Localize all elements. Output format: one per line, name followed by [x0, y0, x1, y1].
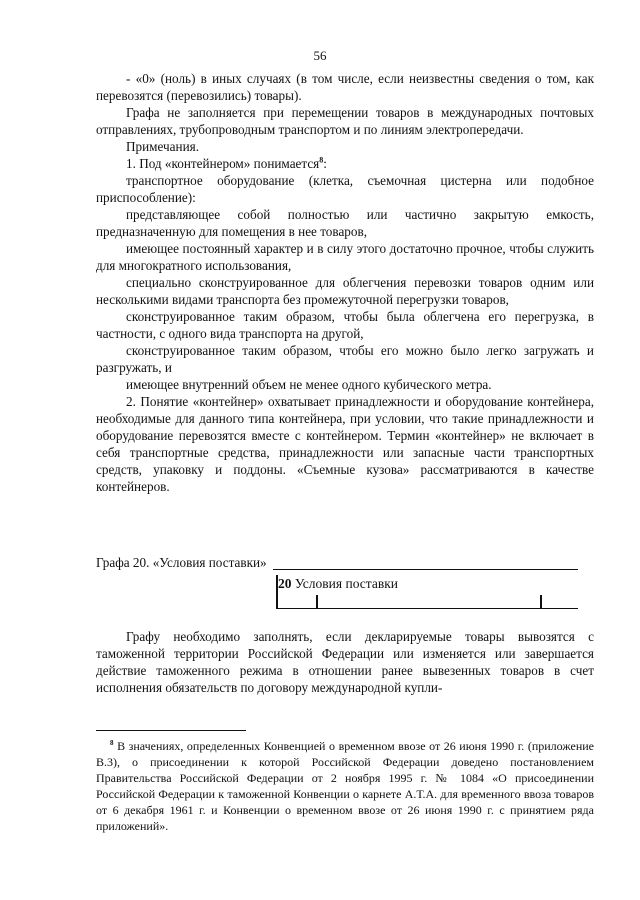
- page-number: 56: [313, 48, 327, 63]
- footnote-rule: [96, 730, 246, 731]
- box-tick-left: [316, 595, 318, 609]
- paragraph: 2. Понятие «контейнер» охватывает принадлежности и оборудование контейнера, необходимые для данного типа контейнера, при условии, что такие принадлежности и оборудование перевозятся вместе с контейнером. Термин «контейнер» не включает в себя транспортные средства, принадлежности или запасные части транспортных средств, упаковку и поддоны. «Съемные кузова» рассматриваются в качестве контейнеров.: [96, 394, 594, 494]
- footnote-reference[interactable]: 8: [319, 155, 324, 165]
- note-1-text: 1. Под «контейнером» понимается: [126, 156, 320, 171]
- paragraph: транспортное оборудование (клетка, съемочная цистерна или подобное приспособление):: [96, 173, 594, 205]
- paragraph: Графу необходимо заполнять, если декларируемые товары вывозятся с таможенной территории Российской Федерации или изменяется или завершается действие таможенного режима в отношении ранее вывезенных товаров в счет исполнения обязательств по договору международной купли-: [96, 629, 594, 695]
- form-box-20: [276, 573, 578, 611]
- box-tick-right: [540, 595, 542, 609]
- paragraph: специально сконструированное для облегчения перевозки товаров одним или несколькими видами транспорта без промежуточной перегрузки товаров,: [96, 275, 594, 307]
- colon: :: [323, 156, 327, 171]
- paragraph: имеющее внутренний объем не менее одного кубического метра.: [126, 377, 492, 392]
- footnote: [96, 738, 594, 834]
- graf-heading: Графа 20. «Условия поставки»: [96, 555, 267, 570]
- heading-rule: [273, 569, 578, 570]
- paragraph: Графа не заполняется при перемещении товаров в международных почтовых отправлениях, трубопроводным транспортом и по линиям электропередачи.: [96, 105, 594, 137]
- paragraph: сконструированное таким образом, чтобы была облегчена его перегрузка, в частности, с одного вида транспорта на другой,: [96, 309, 594, 341]
- paragraph: сконструированное таким образом, чтобы его можно было легко загружать и разгружать, и: [96, 343, 594, 375]
- box-title: Условия поставки: [294, 576, 398, 591]
- footnote-text: [96, 738, 594, 834]
- footnote-body: В значениях, определенных Конвенцией о временном ввозе от 26 июня 1990 г. (приложение В.3), о присоединении к которой Российской Федерации доведено постановлением Правительства Российской Федерации от 2 ноября 1995 г. № 1084 «О присоединении Российской Федерации к таможенной Конвенции о карнете А.Т.А. для временного ввоза товаров от 6 декабря 1961 г. и Конвенции о временном ввозе от 26 июня 1990 г. с принятием ряда приложений».: [96, 739, 595, 833]
- paragraph: [96, 155, 594, 172]
- notes-heading: Примечания.: [126, 139, 200, 154]
- main-text: [96, 70, 594, 495]
- paragraph: представляющее собой полностью или частично закрытую емкость, предназначенную для помещения в нее товаров,: [96, 207, 594, 239]
- box-number: 20: [278, 576, 292, 591]
- main-text-continued: [96, 628, 594, 696]
- paragraph: - «0» (ноль) в иных случаях (в том числе, если неизвестны сведения о том, как перевозятся (перевозились) товары).: [96, 71, 594, 103]
- paragraph: имеющее постоянный характер и в силу этого достаточно прочное, чтобы служить для многократного использования,: [96, 241, 594, 273]
- box-label: [278, 575, 398, 592]
- footnote-mark: 8: [110, 739, 114, 747]
- box-bottom-border: [276, 608, 578, 609]
